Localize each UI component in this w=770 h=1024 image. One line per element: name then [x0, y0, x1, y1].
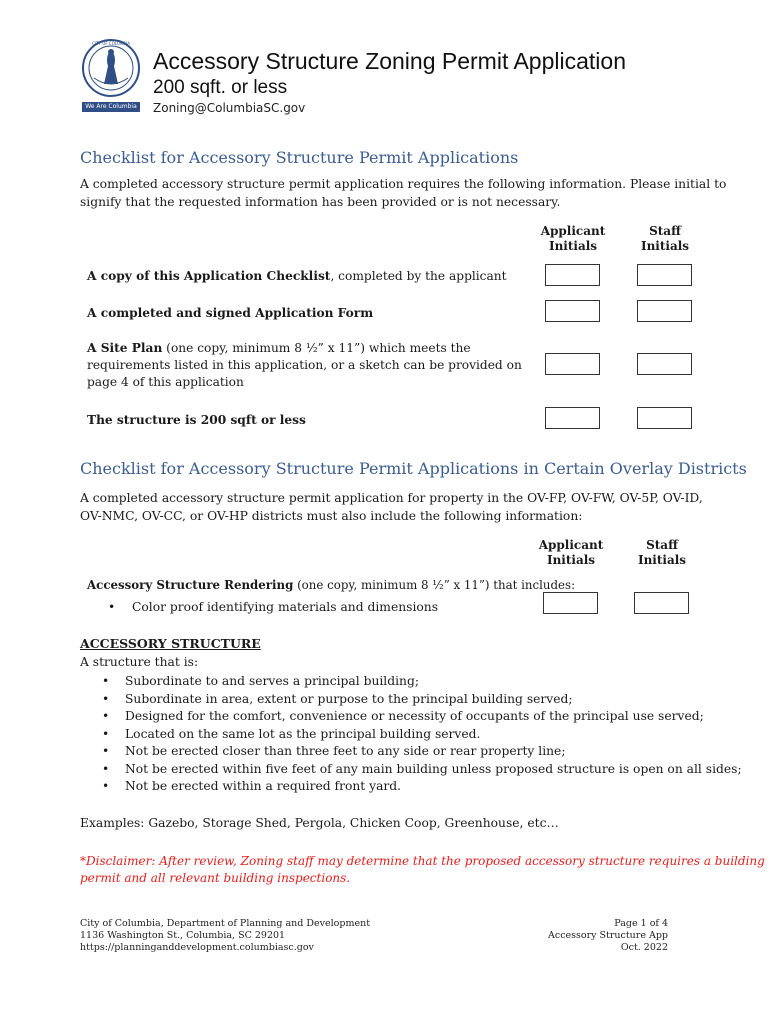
- applicant-initials-box-3[interactable]: [545, 353, 600, 375]
- checklist-item-application-form: [87, 305, 373, 322]
- item-text: (one copy, minimum 8 ½” x 11”) which meets the: [162, 341, 471, 355]
- definition-bullet: • Not be erected closer than three feet to any side or rear property line;: [80, 743, 742, 761]
- disclaimer: [80, 853, 765, 887]
- section1-intro-line2: signify that the requested information has been provided or is not necessary.: [80, 195, 561, 209]
- section1-heading: Checklist for Accessory Structure Permit Applications: [80, 148, 519, 167]
- checklist-item-rendering: [87, 577, 575, 594]
- staff-initials-box-2[interactable]: [637, 300, 692, 322]
- section2-intro-line2: OV-NMC, OV-CC, or OV-HP districts must also include the following information:: [80, 509, 583, 523]
- page-title: Accessory Structure Zoning Permit Application: [153, 48, 626, 74]
- page-subtitle: 200 sqft. or less: [153, 77, 288, 98]
- footer-date: Oct. 2022: [620, 942, 668, 953]
- page-number: Page 1 of 4: [614, 918, 668, 929]
- section2-intro: [80, 489, 703, 525]
- applicant-initials-box-1[interactable]: [545, 264, 600, 286]
- definition-heading: ACCESSORY STRUCTURE: [80, 636, 261, 651]
- header-text: Staff: [646, 538, 678, 552]
- item-bold: A Site Plan: [87, 341, 163, 355]
- item-text: (one copy, minimum 8 ½” x 11”) that includes:: [293, 578, 576, 592]
- disclaimer-line: *Disclaimer: After review, Zoning staff may determine that the proposed accessory structure requires a building: [80, 854, 765, 868]
- item-text: , completed by the applicant: [330, 269, 507, 283]
- item-bold: A copy of this Application Checklist: [87, 269, 331, 283]
- section1-staff-column-header: [625, 224, 705, 254]
- section1-intro-line1: A completed accessory structure permit application requires the following information. Please initial to: [80, 177, 727, 191]
- footer-doc-name: Accessory Structure App: [548, 930, 668, 941]
- section1-intro: [80, 175, 727, 211]
- checklist-item-200-sqft: [87, 412, 306, 429]
- item-text: page 4 of this application: [87, 375, 244, 389]
- definition-bullet-list: [80, 673, 742, 796]
- footer-link[interactable]: https://planninganddevelopment.columbiasc.gov: [80, 942, 314, 953]
- staff-initials-box-1[interactable]: [637, 264, 692, 286]
- section1-applicant-column-header: [533, 224, 613, 254]
- item-bold: Accessory Structure Rendering: [87, 578, 294, 592]
- staff-initials-box-4[interactable]: [637, 407, 692, 429]
- applicant-initials-box-4[interactable]: [545, 407, 600, 429]
- footer-line: City of Columbia, Department of Planning and Development: [80, 918, 371, 929]
- applicant-initials-box-5[interactable]: [543, 592, 598, 614]
- section2-intro-line1: A completed accessory structure permit application for property in the OV-FP, OV-FW, OV-5P, OV-ID,: [80, 491, 703, 505]
- bullet-text: Color proof identifying materials and dimensions: [132, 600, 439, 614]
- footer-page-info: [480, 918, 668, 954]
- item-bold: A completed and signed Application Form: [87, 306, 374, 320]
- definition-bullet: • Not be erected within five feet of any main building unless proposed structure is open on all sides;: [80, 761, 742, 779]
- bullet-glyph: •: [108, 600, 116, 614]
- rendering-bullet: [108, 600, 438, 614]
- applicant-initials-box-2[interactable]: [545, 300, 600, 322]
- header-text: Staff: [649, 224, 681, 238]
- header-text: Initials: [548, 239, 598, 253]
- section2-staff-column-header: [622, 538, 702, 568]
- definition-bullet: • Subordinate to and serves a principal building;: [80, 673, 742, 691]
- item-text: requirements listed in this application, or a sketch can be provided on: [87, 358, 522, 372]
- disclaimer-line: permit and all relevant building inspections.: [80, 871, 351, 885]
- header-text: Applicant: [540, 224, 606, 238]
- definition-bullet: • Not be erected within a required front yard.: [80, 778, 742, 796]
- staff-initials-box-3[interactable]: [637, 353, 692, 375]
- examples-text: Examples: Gazebo, Storage Shed, Pergola, Chicken Coop, Greenhouse, etc…: [80, 816, 559, 830]
- footer-address: [80, 918, 370, 954]
- header-text: Initials: [637, 553, 687, 567]
- definition-lead: A structure that is:: [80, 655, 199, 669]
- checklist-item-application-checklist: [87, 268, 507, 285]
- contact-email: Zoning@ColumbiaSC.gov: [153, 101, 306, 115]
- section2-applicant-column-header: [531, 538, 611, 568]
- header-text: Initials: [546, 553, 596, 567]
- definition-bullet: • Located on the same lot as the principal building served.: [80, 726, 742, 744]
- city-seal-logo: [80, 38, 142, 118]
- definition-bullet: • Designed for the comfort, convenience or necessity of occupants of the principal use served;: [80, 708, 742, 726]
- footer-line: 1136 Washington St., Columbia, SC 29201: [80, 930, 286, 941]
- logo-banner-text: We Are Columbia: [85, 103, 137, 110]
- header-text: Applicant: [538, 538, 604, 552]
- staff-initials-box-5[interactable]: [634, 592, 689, 614]
- item-bold: The structure is 200 sqft or less: [87, 413, 306, 427]
- header-text: Initials: [640, 239, 690, 253]
- logo-top-text: CITY OF COLUMBIA: [92, 41, 130, 46]
- section2-heading: Checklist for Accessory Structure Permit Applications in Certain Overlay Districts: [80, 459, 747, 478]
- checklist-item-site-plan: [87, 340, 522, 391]
- definition-bullet: • Subordinate in area, extent or purpose to the principal building served;: [80, 691, 742, 709]
